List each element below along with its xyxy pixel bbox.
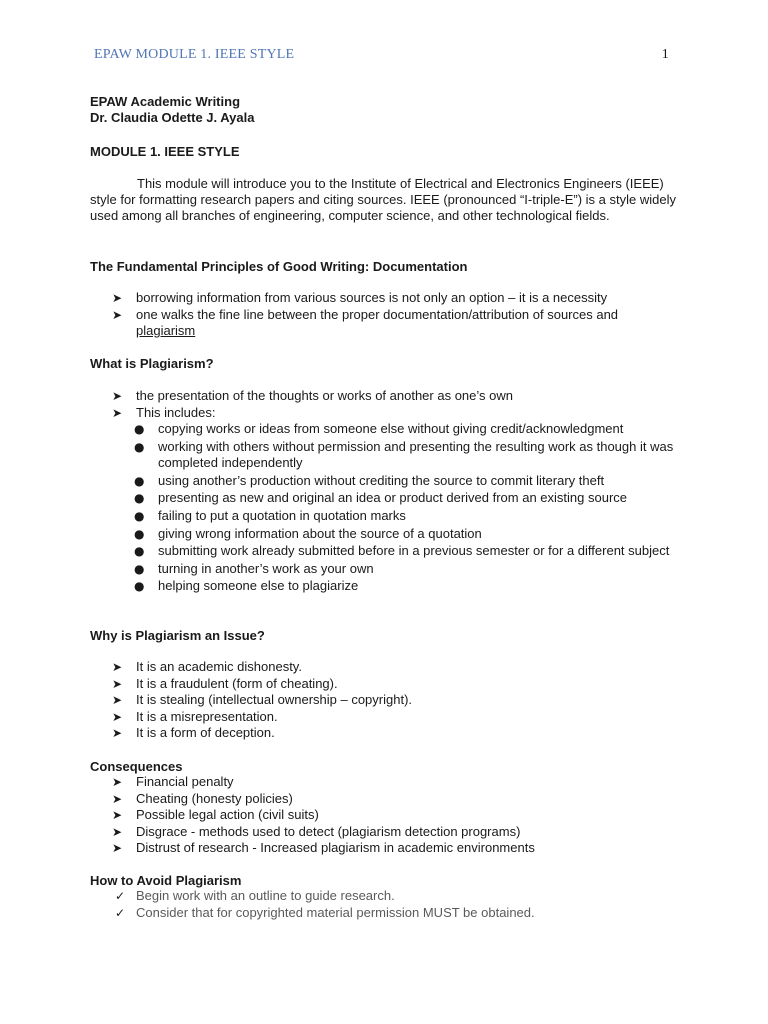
plagiarism-term: plagiarism <box>136 323 196 339</box>
list-item: ➤ one walks the fine line between the proper documentation/attribution of sources and plagiarism <box>112 306 619 339</box>
includes-list <box>90 421 690 595</box>
what-is-list <box>90 388 680 421</box>
dot-bullet-icon: ● <box>134 561 145 576</box>
list-item: ● copying works or ideas from someone else without giving credit/acknowledgment <box>134 421 624 436</box>
dot-bullet-icon: ● <box>134 439 145 454</box>
list-item: ➤ Cheating (honesty policies) <box>112 790 293 806</box>
arrow-bullet-icon: ➤ <box>112 709 123 724</box>
checkmark-icon: ✓ <box>115 889 126 903</box>
list-item: ➤ Financial penalty <box>112 774 234 789</box>
list-item: ➤ Disgrace - methods used to detect (plagiarism detection programs) <box>112 823 521 839</box>
list-item: ● giving wrong information about the source of a quotation <box>134 525 482 541</box>
dot-bullet-icon: ● <box>134 526 145 541</box>
course-name: EPAW Academic Writing <box>90 94 241 109</box>
dot-bullet-icon: ● <box>134 579 145 594</box>
why-issue-heading: Why is Plagiarism an Issue? <box>90 628 265 643</box>
avoid-list <box>90 888 680 921</box>
arrow-bullet-icon: ➤ <box>112 824 123 839</box>
arrow-bullet-icon: ➤ <box>112 660 123 674</box>
checkmark-icon: ✓ <box>115 905 126 920</box>
list-item: ➤ the presentation of the thoughts or works of another as one’s own <box>112 388 513 403</box>
list-item: ➤ Distrust of research - Increased plagiarism in academic environments <box>112 840 535 856</box>
intro-paragraph: This module will introduce you to the Institute of Electrical and Electronics Engineers (IEEE) style for formatting research papers and citing sources. IEEE (pronounced “I-triple-E”) is a style widely used among all branches of engineering, computer science, and other technological fields. <box>90 176 676 223</box>
header-title: EPAW MODULE 1. IEEE STYLE <box>94 47 295 62</box>
arrow-bullet-icon: ➤ <box>112 405 123 420</box>
list-item: ✓ Begin work with an outline to guide research. <box>115 888 395 903</box>
arrow-bullet-icon: ➤ <box>112 307 123 322</box>
list-item: ● using another’s production without crediting the source to commit literary theft <box>134 472 605 488</box>
dot-bullet-icon: ● <box>134 473 145 488</box>
arrow-bullet-icon: ➤ <box>112 693 123 708</box>
arrow-bullet-icon: ➤ <box>112 726 123 741</box>
arrow-bullet-icon: ➤ <box>112 775 123 789</box>
list-item: ➤ borrowing information from various sources is not only an option – it is a necessity <box>112 290 608 305</box>
page-header <box>94 47 669 63</box>
list-item: ➤ It is stealing (intellectual ownership – copyright). <box>112 692 413 708</box>
dot-bullet-icon: ● <box>134 508 145 523</box>
principles-list <box>90 290 680 340</box>
list-item: ✓ Consider that for copyrighted material permission MUST be obtained. <box>115 904 535 920</box>
consequences-heading: Consequences <box>90 759 183 774</box>
avoid-heading: How to Avoid Plagiarism <box>90 873 242 888</box>
list-item: ● submitting work already submitted before in a previous semester or for a different subject <box>134 543 670 559</box>
list-item: ● presenting as new and original an idea or product derived from an existing source <box>134 490 627 506</box>
why-issue-list <box>90 659 680 742</box>
list-item: ➤ It is an academic dishonesty. <box>112 659 302 674</box>
list-item: ➤ It is a misrepresentation. <box>112 708 278 724</box>
list-item: ● turning in another’s work as your own <box>134 560 374 576</box>
list-item: ➤ It is a fraudulent (form of cheating). <box>112 675 338 691</box>
list-item: ● helping someone else to plagiarize <box>134 578 359 594</box>
list-item: ● working with others without permission and presenting the resulting work as though it was completed independently <box>134 438 674 471</box>
list-item: ➤ This includes: <box>112 404 216 420</box>
list-item: ➤ Possible legal action (civil suits) <box>112 807 319 823</box>
arrow-bullet-icon: ➤ <box>112 808 123 823</box>
arrow-bullet-icon: ➤ <box>112 791 123 806</box>
what-is-heading: What is Plagiarism? <box>90 356 214 371</box>
consequences-list <box>90 774 680 857</box>
dot-bullet-icon: ● <box>134 422 145 436</box>
list-item: ➤ It is a form of deception. <box>112 725 275 741</box>
dot-bullet-icon: ● <box>134 544 145 559</box>
dot-bullet-icon: ● <box>134 491 145 506</box>
page-number: 1 <box>661 47 669 62</box>
principles-heading: The Fundamental Principles of Good Writing: Documentation <box>90 259 468 274</box>
arrow-bullet-icon: ➤ <box>112 389 123 403</box>
list-item: ● failing to put a quotation in quotation marks <box>134 507 406 523</box>
author-name: Dr. Claudia Odette J. Ayala <box>90 110 255 125</box>
arrow-bullet-icon: ➤ <box>112 676 123 691</box>
module-title: MODULE 1. IEEE STYLE <box>90 144 240 159</box>
arrow-bullet-icon: ➤ <box>112 291 123 305</box>
arrow-bullet-icon: ➤ <box>112 841 123 856</box>
